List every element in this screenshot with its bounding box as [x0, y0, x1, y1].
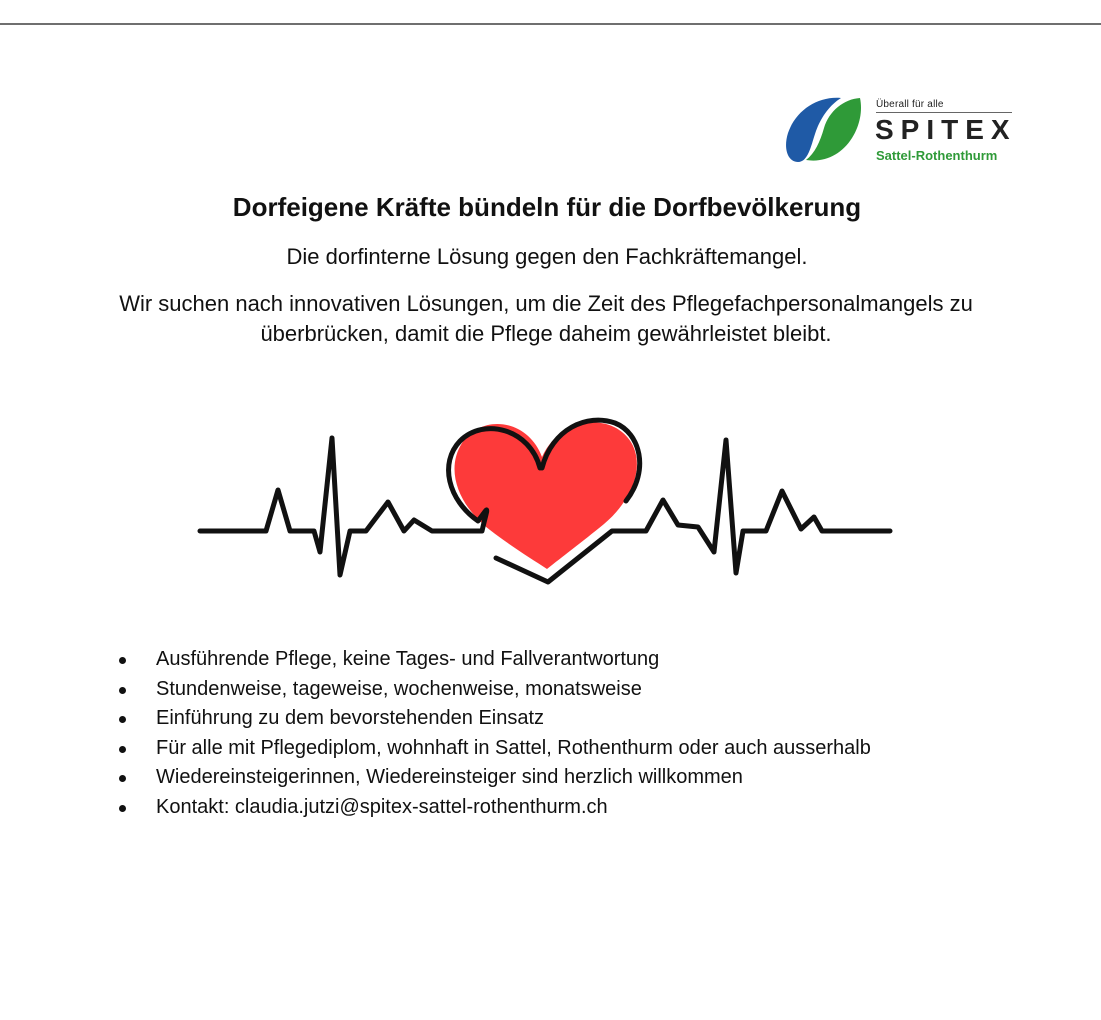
contact-text: Kontakt: claudia.jutzi@spitex-sattel-rothenthurm.ch: [156, 795, 608, 818]
subtitle: Die dorfinterne Lösung gegen den Fachkräftemangel.: [286, 244, 808, 269]
logo-divider: [876, 112, 1012, 113]
bullet-icon: [119, 746, 126, 753]
list-item-text: Einführung zu dem bevorstehenden Einsatz: [156, 707, 545, 729]
bullet-icon: [119, 657, 126, 664]
list-item-text: Wiedereinsteigerinnen, Wiedereinsteiger sind herzlich willkommen: [156, 766, 743, 788]
bullet-icon: [119, 716, 126, 723]
heartbeat-illustration: [190, 405, 900, 595]
logo-subtitle: Sattel-Rothenthurm: [876, 148, 998, 163]
logo-tagline: Überall für alle: [876, 99, 944, 110]
list-item: [116, 704, 1016, 734]
bullet-icon: [119, 775, 126, 782]
spitex-logo: [784, 94, 1016, 166]
logo-brand: SPITEX: [875, 114, 1017, 145]
list-item: [116, 734, 1016, 764]
intro-paragraph: Wir suchen nach innovativen Lösungen, um die Zeit des Pflegefachpersonalmangels zu überbrücken, damit die Pflege daheim gewährleistet bleibt.: [119, 291, 973, 346]
page-title: Dorfeigene Kräfte bündeln für die Dorfbevölkerung: [232, 192, 862, 222]
spitex-swoosh-icon: [784, 94, 864, 164]
heart-icon: [455, 422, 637, 569]
list-item: [116, 793, 1016, 823]
bullet-icon: [119, 687, 126, 694]
list-item: [116, 645, 1016, 675]
list-item-text: Für alle mit Pflegediplom, wohnhaft in Sattel, Rothenthurm oder auch ausserhalb: [156, 736, 871, 759]
bullet-icon: [119, 805, 126, 812]
list-item: [116, 675, 1016, 705]
list-item-text: Stundenweise, tageweise, wochenweise, monatsweise: [156, 677, 642, 700]
list-item-text: Ausführende Pflege, keine Tages- und Fallverantwortung: [156, 648, 660, 670]
top-divider: [0, 23, 1101, 25]
list-item: [116, 763, 1016, 793]
feature-list: [116, 645, 1016, 822]
